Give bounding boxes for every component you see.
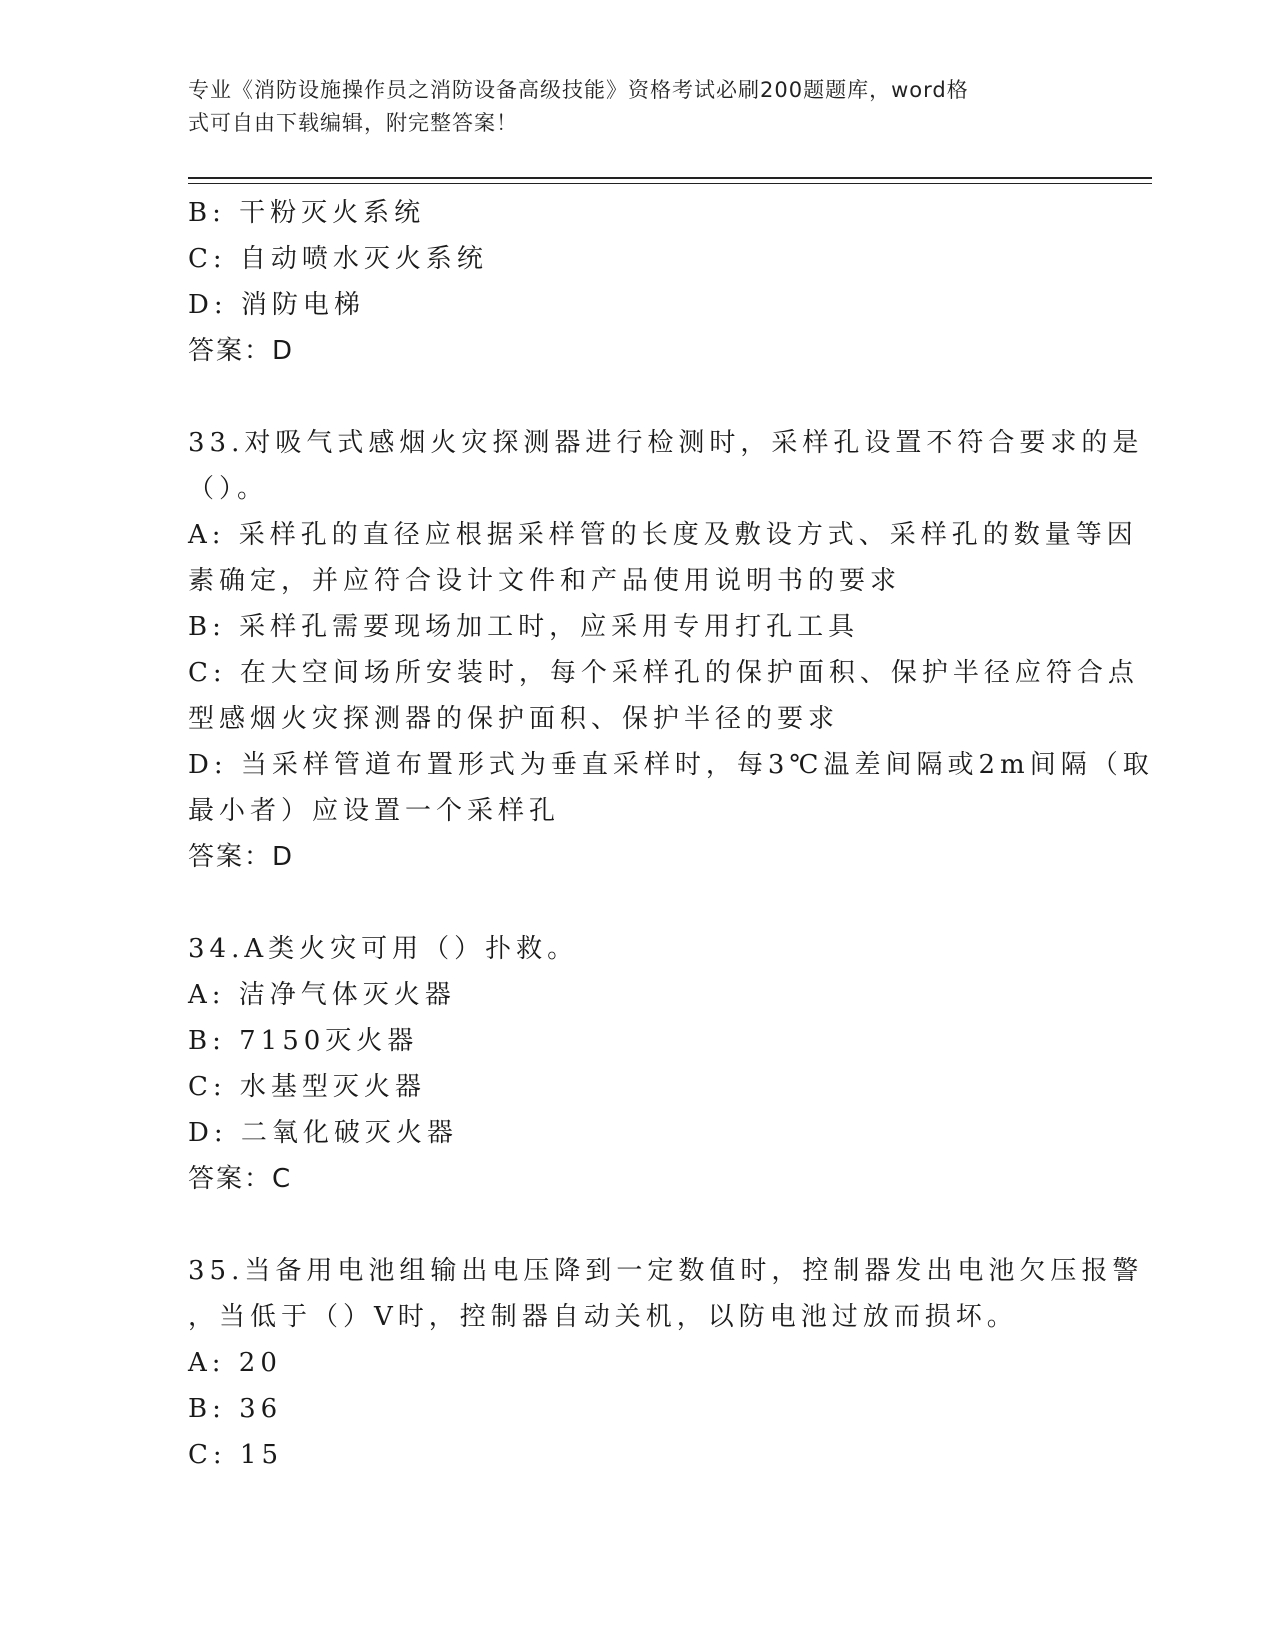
header-line-1: 专业《消防设施操作员之消防设备高级技能》资格考试必刷200题题库，word格 [188,78,969,102]
question-stem: 33.对吸气式感烟火灾探测器进行检测时，采样孔设置不符合要求的是 [188,428,1144,458]
question-stem: 34.A类火灾可用（）扑救。 [188,934,579,964]
option-b: B: 7150灭火器 [188,1026,419,1056]
question-stem: （）。 [188,474,269,504]
option-a: A: 20 [188,1348,282,1378]
option-a-cont: 素确定，并应符合设计文件和产品使用说明书的要求 [188,566,902,596]
option-a: A: 采样孔的直径应根据采样管的长度及敷设方式、采样孔的数量等因 [188,520,1138,550]
answer: 答案：D [188,336,295,366]
question-33 [188,420,1154,880]
option-c: C: 水基型灭火器 [188,1072,426,1102]
question-stem: 35.当备用电池组输出电压降到一定数值时，控制器发出电池欠压报警 [188,1256,1144,1286]
spacer [188,374,1088,420]
question-35 [188,1248,1144,1478]
document-body [188,190,1154,1478]
header-rule-thin [188,183,1152,184]
option-d: D: 当采样管道布置形式为垂直采样时，每3℃温差间隔或2m间隔（取 [188,750,1154,780]
option-c: C: 在大空间场所安装时，每个采样孔的保护面积、保护半径应符合点 [188,658,1139,688]
answer: 答案：D [188,842,295,872]
spacer [188,880,1088,926]
option-b: B: 36 [188,1394,283,1424]
option-d-cont: 最小者）应设置一个采样孔 [188,796,561,826]
option-b: B: 干粉灭火系统 [188,198,426,228]
option-d: D: 消防电梯 [188,290,365,320]
option-b: B: 采样孔需要现场加工时，应采用专用打孔工具 [188,612,860,642]
option-c-cont: 型感烟火灾探测器的保护面积、保护半径的要求 [188,704,840,734]
document-header [188,74,1068,140]
header-rule-thick [188,177,1152,179]
spacer [188,1202,1088,1248]
option-d: D: 二氧化破灭火器 [188,1118,458,1148]
question-32-tail [188,190,1088,374]
option-a: A: 洁净气体灭火器 [188,980,456,1010]
header-line-2: 式可自由下载编辑，附完整答案！ [188,111,518,135]
option-c: C: 15 [188,1440,284,1470]
option-c: C: 自动喷水灭火系统 [188,244,488,274]
answer: 答案：C [188,1164,293,1194]
question-stem: ，当低于（）V时，控制器自动关机，以防电池过放而损坏。 [188,1302,1018,1332]
question-34 [188,926,1088,1202]
